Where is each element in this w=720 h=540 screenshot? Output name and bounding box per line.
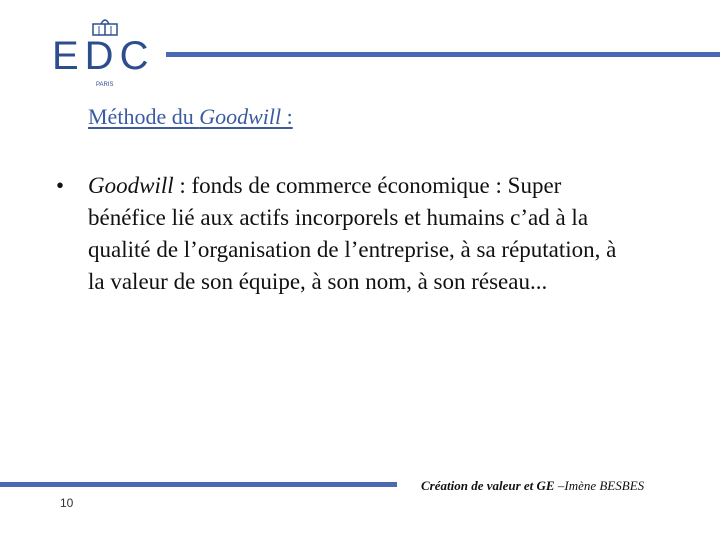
- slide-title: [88, 104, 293, 130]
- bullet-body: : fonds de commerce économique : Super bénéfice lié aux actifs incorporels et humains c’ad à la qualité de l’organisation de l’entreprise, à sa réputation, à la valeur de son équipe, à son nom, à son réseau...: [88, 173, 617, 294]
- bullet-item: [56, 170, 636, 298]
- title-prefix: Méthode du: [88, 104, 200, 129]
- footer-credit-bold: Création de valeur et GE: [421, 478, 555, 493]
- page-number: 10: [60, 496, 74, 510]
- logo-subtitle: PARIS: [96, 82, 114, 88]
- building-emblem-icon: [92, 16, 118, 36]
- logo-letters: EDC: [52, 34, 155, 78]
- title-italic: Goodwill: [199, 104, 282, 129]
- edc-logo: [52, 12, 162, 88]
- footer-credit-author: –Imène BESBES: [554, 478, 645, 493]
- header-divider: [166, 52, 720, 57]
- footer-divider: [0, 482, 397, 487]
- footer-credit: [421, 478, 644, 494]
- bullet-text: [88, 170, 636, 298]
- bullet-marker: •: [56, 173, 65, 198]
- bullet-italic: Goodwill: [88, 173, 174, 198]
- title-suffix: :: [281, 104, 293, 129]
